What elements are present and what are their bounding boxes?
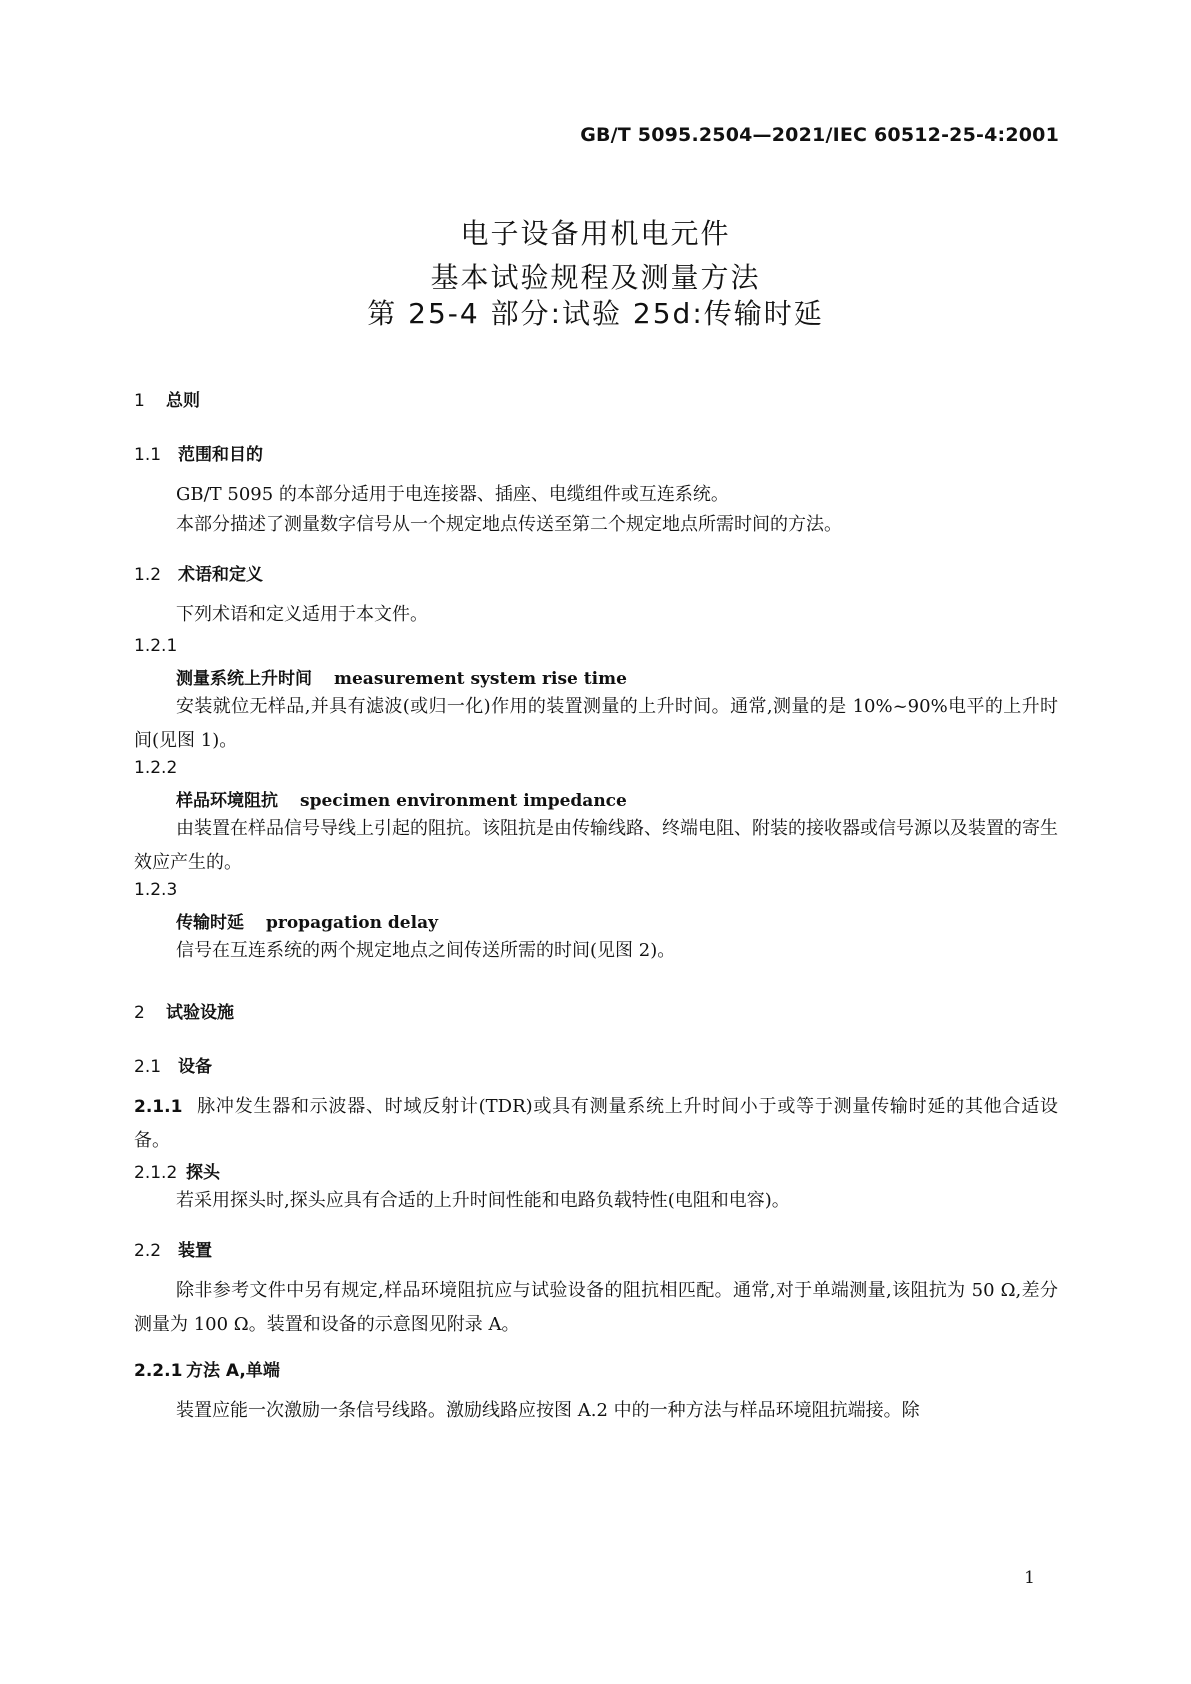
heading-2-1 [134,1052,212,1077]
term-entry [176,664,627,689]
term-entry [176,908,438,933]
heading-number: 1 [134,391,145,411]
heading-text: 方法 A,单端 [186,1361,280,1381]
term-en: propagation delay [266,913,438,933]
paragraph: GB/T 5095 的本部分适用于电连接器、插座、电缆组件或互连系统。 [176,484,729,505]
heading-number: 2.1.2 [134,1163,178,1183]
term-entry [176,786,627,811]
standard-number: GB/T 5095.2504—2021/IEC 60512-25-4:2001 [580,124,1059,146]
paragraph: 信号在互连系统的两个规定地点之间传送所需的时间(见图 2)。 [176,940,676,961]
clause-number: 2.1.1 [134,1097,183,1117]
term-cn: 测量系统上升时间 [176,669,312,689]
page-number: 1 [1024,1568,1035,1588]
heading-2-2-1 [134,1356,280,1381]
term-en: measurement system rise time [334,669,627,689]
heading-text: 范围和目的 [178,445,263,465]
paragraph [134,1090,1058,1158]
paragraph: 本部分描述了测量数字信号从一个规定地点传送至第二个规定地点所需时间的方法。 [176,514,842,535]
heading-text: 术语和定义 [178,565,263,585]
heading-text: 设备 [178,1057,212,1077]
heading-text: 探头 [186,1163,220,1183]
paragraph: 下列术语和定义适用于本文件。 [176,604,428,625]
heading-1-2 [134,560,263,585]
clause-text: 脉冲发生器和示波器、时域反射计(TDR)或具有测量系统上升时间小于或等于测量传输时延的其他合适设备。 [134,1096,1058,1151]
term-number: 1.2.1 [134,636,178,656]
heading-number: 1.1 [134,445,162,465]
term-cn: 传输时延 [176,913,244,933]
title-line-2: 基本试验规程及测量方法 [430,261,761,294]
term-number: 1.2.2 [134,758,178,778]
heading-number: 2 [134,1003,145,1023]
term-cn: 样品环境阻抗 [176,791,278,811]
title-line-3: 第 25-4 部分:试验 25d:传输时延 [367,297,824,330]
heading-2-2 [134,1236,212,1261]
heading-number: 1.2 [134,565,162,585]
term-number: 1.2.3 [134,880,178,900]
heading-2 [134,998,234,1023]
heading-1-1 [134,440,263,465]
heading-2-1-2 [134,1158,220,1183]
heading-number: 2.2.1 [134,1361,183,1381]
term-en: specimen environment impedance [300,791,627,811]
paragraph: 装置应能一次激励一条信号线路。激励线路应按图 A.2 中的一种方法与样品环境阻抗端接。除 [176,1400,920,1421]
heading-text: 总则 [166,391,200,411]
heading-number: 2.1 [134,1057,162,1077]
paragraph: 若采用探头时,探头应具有合适的上升时间性能和电路负载特性(电阻和电容)。 [176,1190,790,1211]
paragraph: 安装就位无样品,并具有滤波(或归一化)作用的装置测量的上升时间。通常,测量的是 10%~90%电平的上升时间(见图 1)。 [134,696,1058,751]
heading-text: 试验设施 [166,1003,234,1023]
paragraph: 除非参考文件中另有规定,样品环境阻抗应与试验设备的阻抗相匹配。通常,对于单端测量,该阻抗为 50 Ω,差分测量为 100 Ω。装置和设备的示意图见附录 A。 [134,1280,1058,1335]
paragraph: 由装置在样品信号导线上引起的阻抗。该阻抗是由传输线路、终端电阻、附装的接收器或信号源以及装置的寄生效应产生的。 [134,818,1058,873]
heading-text: 装置 [178,1241,212,1261]
heading-number: 2.2 [134,1241,162,1261]
heading-1 [134,386,200,411]
title-line-1: 电子设备用机电元件 [460,217,731,250]
